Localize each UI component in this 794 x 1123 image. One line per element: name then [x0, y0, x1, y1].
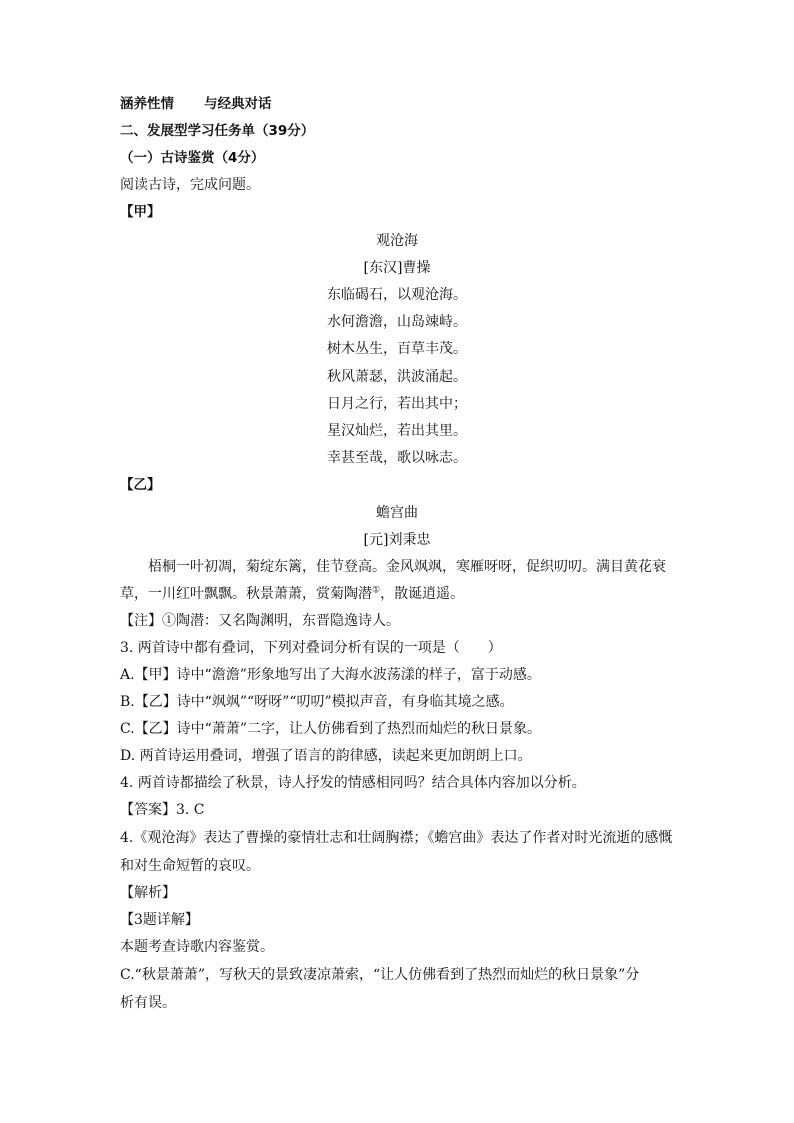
question-3-option-d: D. 两首诗运用叠词，增强了语言的韵律感，读起来更加朗朗上口。 [120, 748, 532, 764]
footnote-marker: ① [372, 585, 381, 596]
question-3-option-b: B.【乙】诗中“飒飒”“呀呀”“叨叨”模拟声音，有身临其境之感。 [120, 694, 514, 710]
poem-yi-title: 蟾宫曲 [376, 505, 418, 521]
analysis-detail-line: 析有误。 [120, 995, 176, 1011]
poem-jia-line: 日月之行，若出其中； [327, 396, 467, 412]
poem-yi-body-line [120, 584, 680, 604]
poem-jia-line: 星汉灿烂，若出其里。 [327, 423, 467, 439]
poem-jia-line: 东临碣石，以观沧海。 [327, 287, 467, 303]
question-3-stem: 3. 两首诗中都有叠词，下列对叠词分析有误的一项是（ ） [120, 640, 502, 656]
poem-jia-marker: 【甲】 [120, 204, 161, 220]
answer-line: 和对生命短暂的哀叹。 [120, 858, 260, 874]
poem-yi-body-line: 梧桐一叶初凋，菊绽东篱，佳节登高。金风飒飒，寒雁呀呀，促织叨叨。满目黄花衰 [148, 559, 666, 575]
analysis-intro: 本题考查诗歌内容鉴赏。 [120, 939, 274, 955]
analysis-detail-line: C.“秋景萧萧”，写秋天的景致凄凉萧索，“让人仿佛看到了热烈而灿烂的秋日景象”分 [120, 967, 640, 983]
question-3-option-c: C.【乙】诗中“萧萧”二字，让人仿佛看到了热烈而灿烂的秋日景象。 [120, 721, 541, 737]
analysis-sub-label: 【3题详解】 [120, 912, 199, 928]
analysis-label: 【解析】 [120, 885, 176, 901]
question-4-stem: 4. 两首诗都描绘了秋景，诗人抒发的情感相同吗？结合具体内容加以分析。 [120, 775, 586, 791]
poem-yi-author: [元]刘秉忠 [363, 532, 431, 548]
header-line [120, 94, 680, 114]
instruction: 阅读古诗，完成问题。 [120, 177, 260, 193]
question-3-option-a: A.【甲】诗中“澹澹”形象地写出了大海水波荡漾的样子，富于动感。 [120, 667, 541, 683]
poem-jia-line: 水何澹澹，山岛竦峙。 [327, 314, 467, 330]
answer-label: 【答案】3. C [120, 802, 205, 818]
poem-yi-marker: 【乙】 [120, 477, 161, 493]
section-title: 二、发展型学习任务单（39分） [120, 123, 315, 139]
poem-jia-line: 树木丛生，百草丰茂。 [327, 341, 467, 357]
poem-yi-body-text: 草，一川红叶飘飘。秋景萧萧，赏菊陶潜 [120, 586, 372, 602]
header-part-a: 涵养性情 [120, 96, 174, 112]
poem-jia-author: [东汉]曹操 [363, 260, 431, 276]
footnote: 【注】①陶潜：又名陶渊明，东晋隐逸诗人。 [120, 613, 400, 629]
subsection-title: （一）古诗鉴赏（4分） [120, 150, 265, 166]
header-part-b: 与经典对话 [204, 96, 272, 112]
poem-jia-line: 秋风萧瑟，洪波涌起。 [327, 369, 467, 385]
poem-yi-body-text: ，散诞逍遥。 [380, 586, 465, 602]
answer-line: 4.《观沧海》表达了曹操的豪情壮志和壮阔胸襟；《蟾宫曲》表达了作者对时光流逝的感慨 [120, 830, 673, 846]
poem-jia-line: 幸甚至哉，歌以咏志。 [327, 450, 467, 466]
poem-jia-title: 观沧海 [376, 233, 418, 249]
